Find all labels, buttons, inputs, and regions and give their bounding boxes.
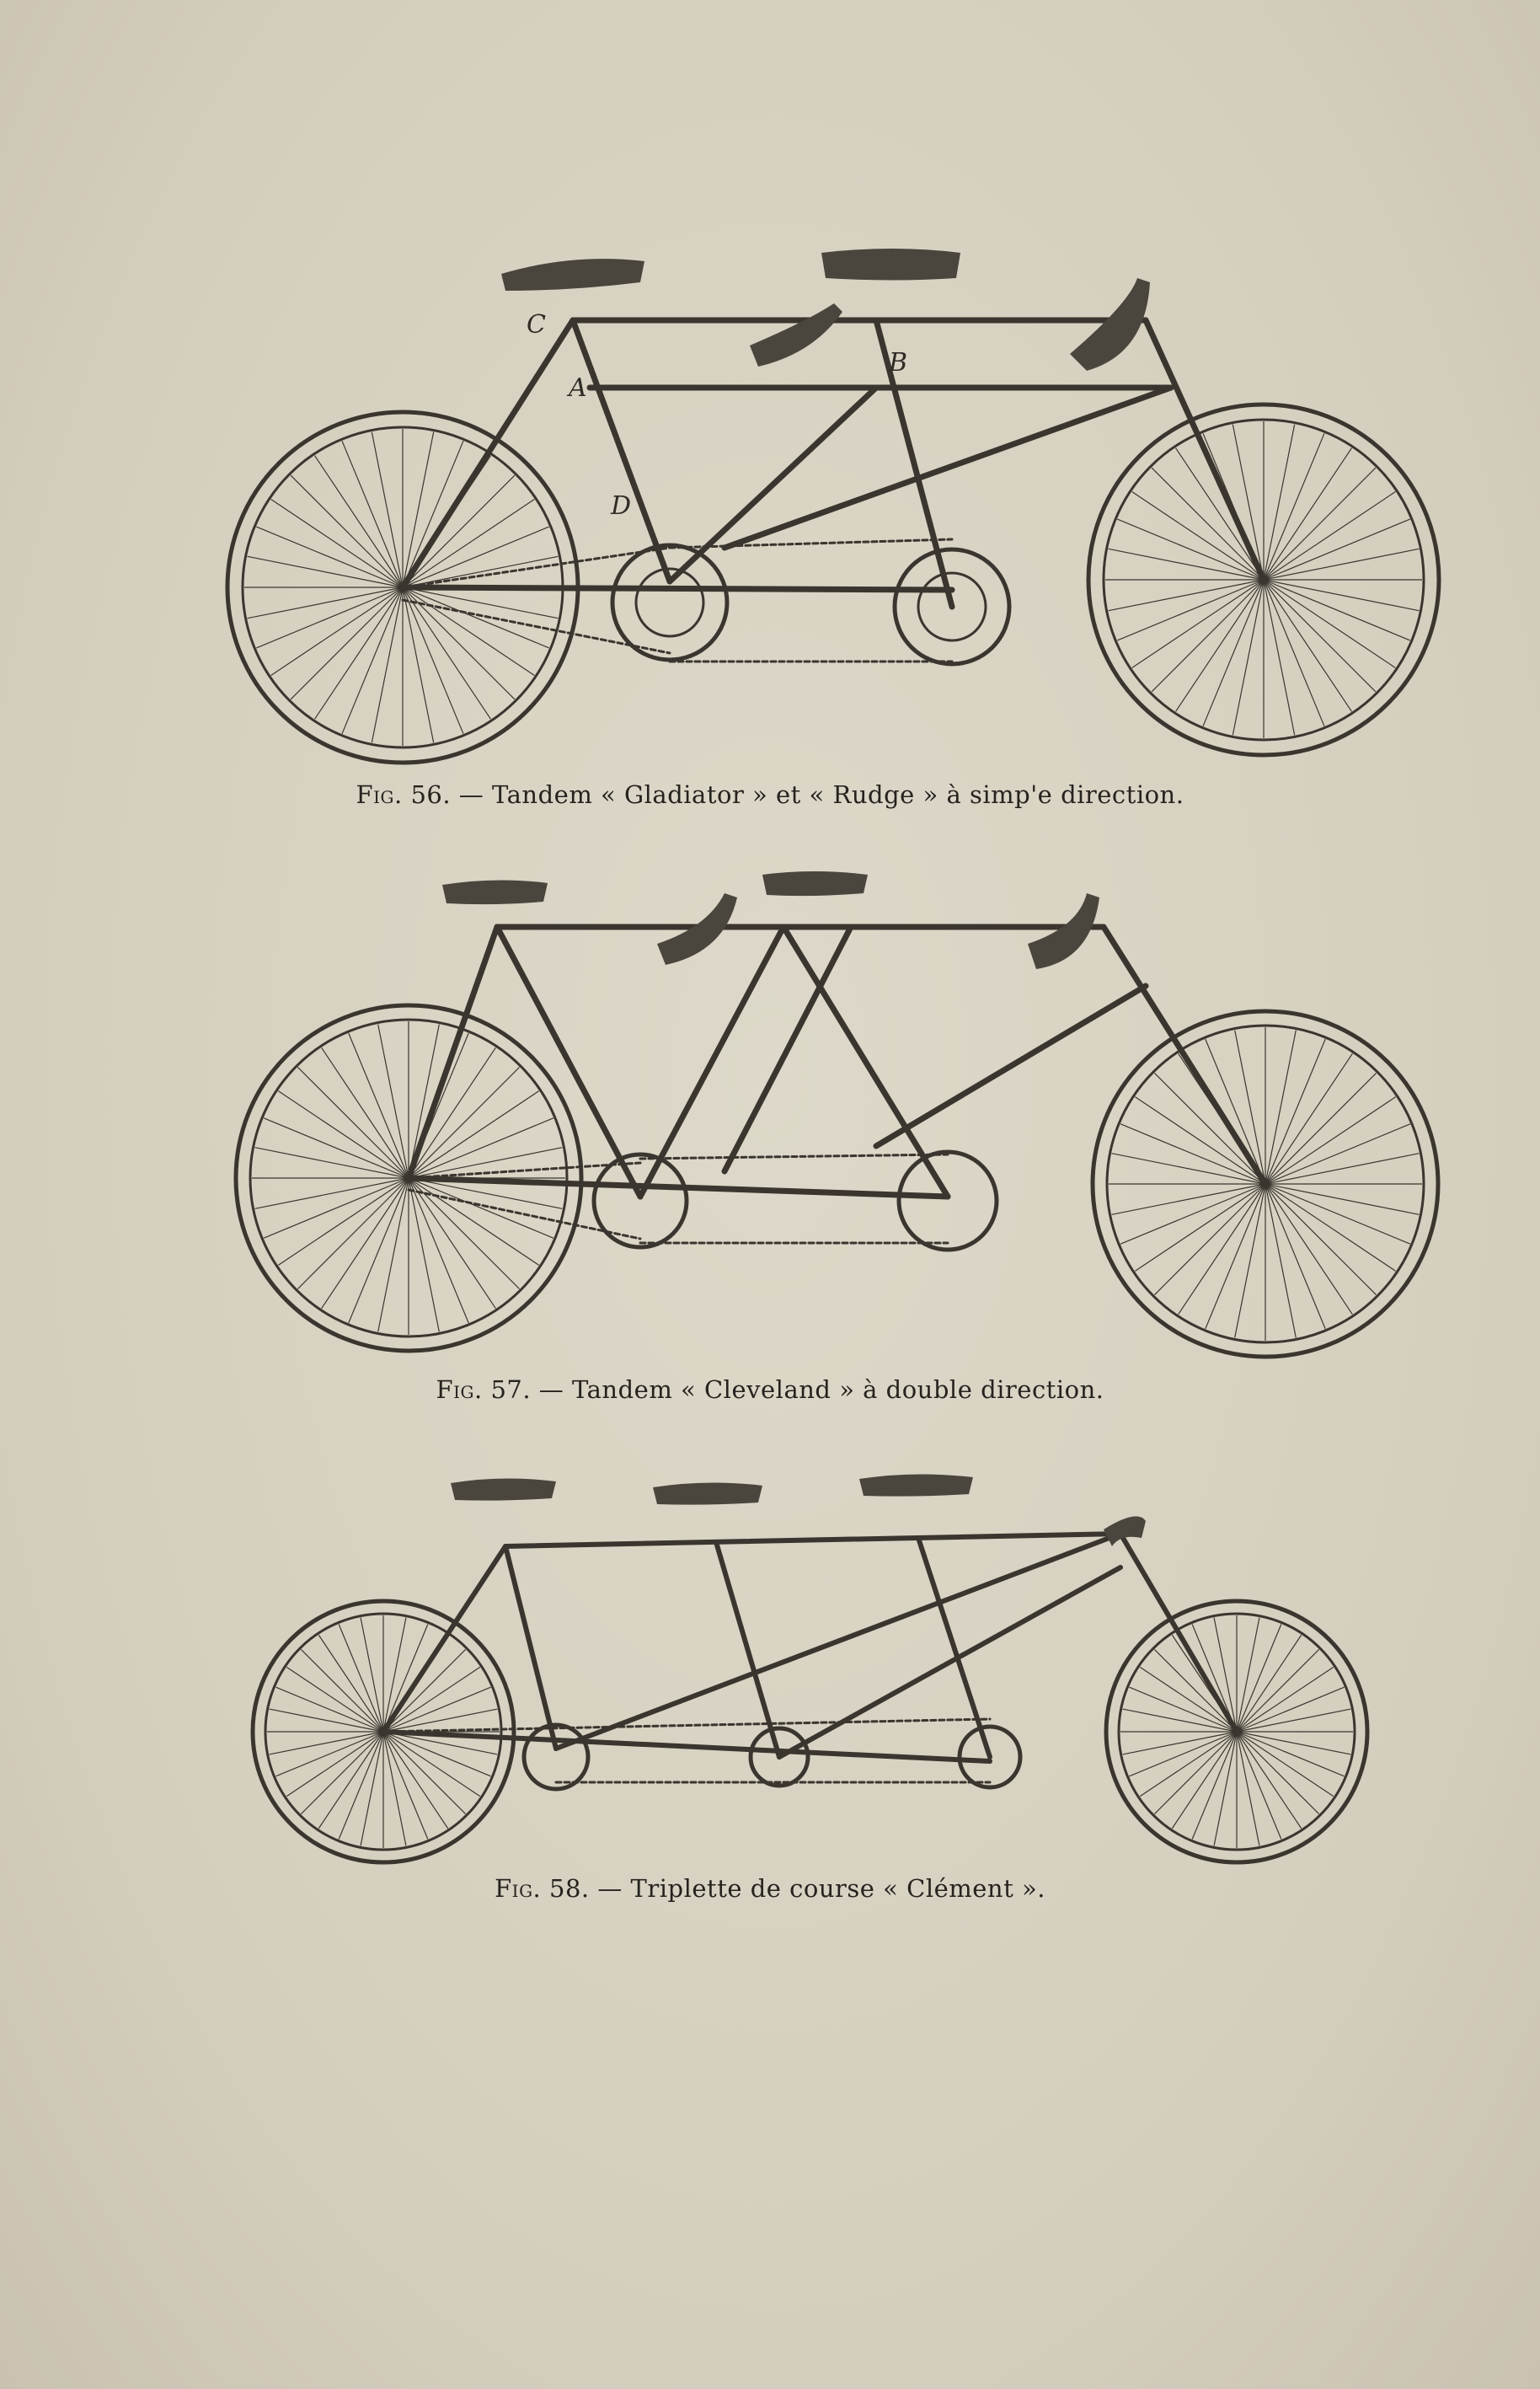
- caption-number: Fig. 57.: [436, 1375, 532, 1404]
- wheel-spoke: [342, 441, 403, 587]
- wheel-spoke: [1237, 1732, 1319, 1814]
- wheel-spoke: [256, 527, 403, 587]
- chainring-1: [594, 1154, 687, 1247]
- handlebar-front: [1070, 278, 1150, 371]
- wheel-spoke: [1203, 580, 1264, 726]
- saddle-rear: [501, 259, 644, 291]
- saddle-rear: [442, 880, 548, 904]
- wheel-spoke: [297, 1178, 409, 1289]
- figure-56-illustration: [0, 0, 1540, 792]
- chainring-2: [899, 1152, 997, 1250]
- saddle-2: [653, 1482, 762, 1504]
- wheel-spoke: [1265, 1039, 1325, 1184]
- wheel-spoke: [1265, 1073, 1377, 1184]
- wheel-spoke: [291, 587, 403, 699]
- saddle-3: [859, 1474, 973, 1496]
- label-d: D: [611, 491, 632, 521]
- caption-number: Fig. 56.: [356, 780, 452, 809]
- wheel-spoke: [256, 587, 403, 648]
- wheel-spoke: [1206, 1184, 1265, 1329]
- wheel-spoke: [1117, 580, 1264, 640]
- chainring-1: [612, 545, 727, 660]
- wheel-spoke: [1264, 468, 1376, 580]
- handlebar-rear: [750, 303, 842, 367]
- figure-58-illustration: [0, 1458, 1540, 1871]
- saddle-front: [821, 249, 960, 281]
- label-b: B: [889, 348, 908, 378]
- caption-number: Fig. 58.: [495, 1874, 590, 1903]
- wheel-spoke: [291, 475, 403, 587]
- wheel-spoke: [403, 587, 549, 648]
- wheel-spoke: [1237, 1649, 1319, 1732]
- label-c: C: [527, 310, 546, 340]
- caption-fig-58: [0, 1874, 1540, 1903]
- caption-fig-56: [0, 780, 1540, 809]
- wheel-spoke: [1154, 1732, 1237, 1814]
- chainring-1: [524, 1725, 588, 1789]
- wheel-spoke: [301, 1649, 383, 1732]
- wheel-spoke: [264, 1118, 409, 1178]
- wheel-spoke: [1265, 1184, 1377, 1295]
- wheel-spoke: [1265, 1124, 1410, 1184]
- wheel-spoke: [342, 587, 403, 734]
- wheel-spoke: [403, 441, 463, 587]
- wheel-spoke: [349, 1033, 409, 1178]
- wheel-spoke: [349, 1178, 409, 1323]
- caption-text: — Triplette de course « Clément ».: [589, 1874, 1045, 1903]
- wheel-spoke: [1265, 1184, 1410, 1244]
- handlebar-front: [1028, 893, 1099, 969]
- wheel-spoke: [1154, 1184, 1265, 1295]
- saddle-1: [451, 1478, 556, 1500]
- wheel-spoke: [403, 475, 515, 587]
- caption-fig-57: [0, 1375, 1540, 1404]
- wheel-spoke: [409, 1178, 553, 1238]
- wheel-spoke: [1264, 519, 1410, 580]
- wheel-spoke: [297, 1067, 409, 1178]
- wheel-spoke: [1154, 1073, 1265, 1184]
- wheel-spoke: [1152, 468, 1264, 580]
- wheel-spoke: [1264, 580, 1410, 640]
- saddle-front: [762, 871, 868, 896]
- wheel-spoke: [383, 1732, 466, 1814]
- caption-text: — Tandem « Gladiator » et « Rudge » à simp'e direction.: [451, 780, 1184, 809]
- wheel-spoke: [1265, 1184, 1325, 1329]
- wheel-spoke: [1264, 433, 1324, 580]
- wheel-spoke: [1264, 580, 1376, 692]
- label-a: A: [569, 373, 587, 403]
- wheel-spoke: [383, 1649, 466, 1732]
- wheel-spoke: [1264, 580, 1324, 726]
- figure-57-illustration: [0, 860, 1540, 1382]
- wheel-spoke: [1152, 580, 1264, 692]
- wheel-spoke: [264, 1178, 409, 1238]
- wheel-spoke: [1120, 1184, 1265, 1244]
- wheel-spoke: [1206, 1039, 1265, 1184]
- wheel-spoke: [409, 1178, 520, 1289]
- wheel-spoke: [301, 1732, 383, 1814]
- caption-text: — Tandem « Cleveland » à double direction.: [531, 1375, 1104, 1404]
